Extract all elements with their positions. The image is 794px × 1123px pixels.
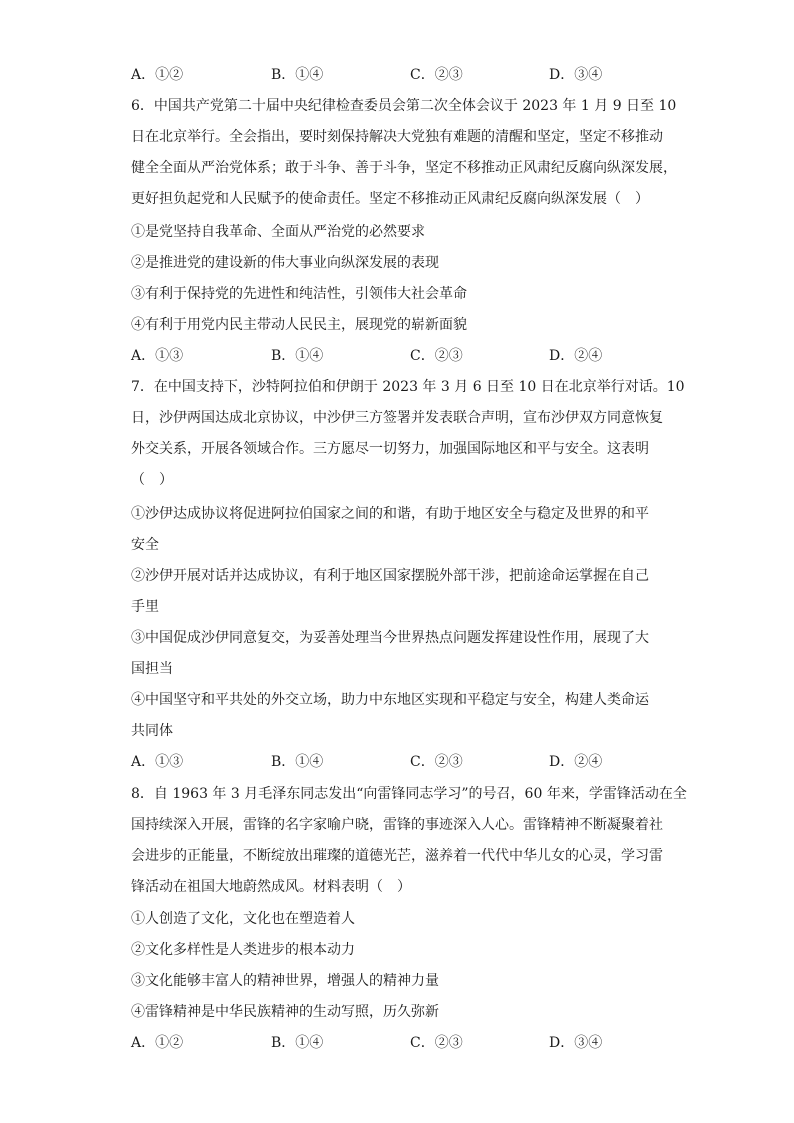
q7-option-d[interactable]: D．②④ [549,754,603,770]
q7-stem-line: 日，沙伊两国达成北京协议，中沙伊三方签署并发表联合声明，宣布沙伊双方同意恢复 [131,410,663,426]
q7-item: ③中国促成沙伊同意复交，为妥善处理当今世界热点问题发挥建设性作用，展现了大 [131,630,649,646]
q8-stem-line: 会进步的正能量，不断绽放出璀璨的道德光芒，滋养着一代代中华儿女的心灵，学习雷 [131,848,663,864]
q7-item: 安全 [131,537,159,553]
q8-item: ③文化能够丰富人的精神世界，增强人的精神力量 [131,973,439,989]
q6-stem-line: 6．中国共产党第二十届中央纪律检查委员会第二次全体会议于 2023 年 1 月 9 日至 10 [131,98,677,114]
q5-option-d[interactable]: D．③④ [549,67,603,83]
q6-option-d[interactable]: D．②④ [549,348,603,364]
q7-stem-line: 外交关系，开展各领域合作。三方愿尽一切努力，加强国际地区和平与安全。这表明 [131,441,649,457]
q5-option-a[interactable]: A．①② [131,67,184,83]
q7-item: ④中国坚守和平共处的外交立场，助力中东地区实现和平稳定与安全，构建人类命运 [131,692,649,708]
q6-stem-line: 健全全面从严治党体系；敢于斗争、善于斗争，坚定不移推动正风肃纪反腐向纵深发展， [131,160,677,176]
q8-option-d[interactable]: D．③④ [549,1035,603,1051]
q6-item: ④有利于用党内民主带动人民民主，展现党的崭新面貌 [131,317,467,333]
q7-options [131,753,671,771]
q5-options [131,66,671,84]
q7-stem-line: （ ） [131,472,173,488]
q8-options [131,1034,671,1052]
q8-item: ②文化多样性是人类进步的根本动力 [131,942,355,958]
q6-stem-line: 更好担负起党和人民赋予的使命责任。坚定不移推动正风肃纪反腐向纵深发展（ ） [131,191,649,207]
q6-options [131,347,671,365]
q5-option-b[interactable]: B．①④ [271,67,324,83]
q8-stem-line: 8．自 1963 年 3 月毛泽东同志发出“向雷锋同志学习”的号召，60 年来，学雷锋活动在全 [131,786,687,802]
q8-item: ④雷锋精神是中华民族精神的生动写照，历久弥新 [131,1004,439,1020]
q6-item: ②是推进党的建设新的伟大事业向纵深发展的表现 [131,255,439,271]
q6-stem-line: 日在北京举行。全会指出，要时刻保持解决大党独有难题的清醒和坚定，坚定不移推动 [131,129,663,145]
q8-item: ①人创造了文化，文化也在塑造着人 [131,911,355,927]
q7-item: 手里 [131,599,159,615]
q8-stem-line: 国持续深入开展，雷锋的名字家喻户晓，雷锋的事迹深入人心。雷锋精神不断凝聚着社 [131,817,663,833]
q6-option-a[interactable]: A．①③ [131,348,184,364]
q6-option-b[interactable]: B．①④ [271,348,324,364]
q7-item: 国担当 [131,661,173,677]
q8-option-c[interactable]: C．②③ [410,1035,463,1051]
q8-stem-line: 锋活动在祖国大地蔚然成风。材料表明（ ） [131,879,411,895]
q7-option-b[interactable]: B．①④ [271,754,324,770]
q8-option-a[interactable]: A．①② [131,1035,184,1051]
q7-item: ②沙伊开展对话并达成协议，有利于地区国家摆脱外部干涉，把前途命运掌握在自己 [131,568,649,584]
q6-option-c[interactable]: C．②③ [410,348,463,364]
q7-option-c[interactable]: C．②③ [410,754,463,770]
q7-item: 共同体 [131,723,173,739]
q7-item: ①沙伊达成协议将促进阿拉伯国家之间的和谐，有助于地区安全与稳定及世界的和平 [131,506,649,522]
q7-option-a[interactable]: A．①③ [131,754,184,770]
q6-item: ①是党坚持自我革命、全面从严治党的必然要求 [131,224,425,240]
q7-stem-line: 7．在中国支持下，沙特阿拉伯和伊朗于 2023 年 3 月 6 日至 10 日在北京举行对话。10 [131,379,685,395]
q5-option-c[interactable]: C．②③ [410,67,463,83]
q6-item: ③有利于保持党的先进性和纯洁性，引领伟大社会革命 [131,286,467,302]
q8-option-b[interactable]: B．①④ [271,1035,324,1051]
